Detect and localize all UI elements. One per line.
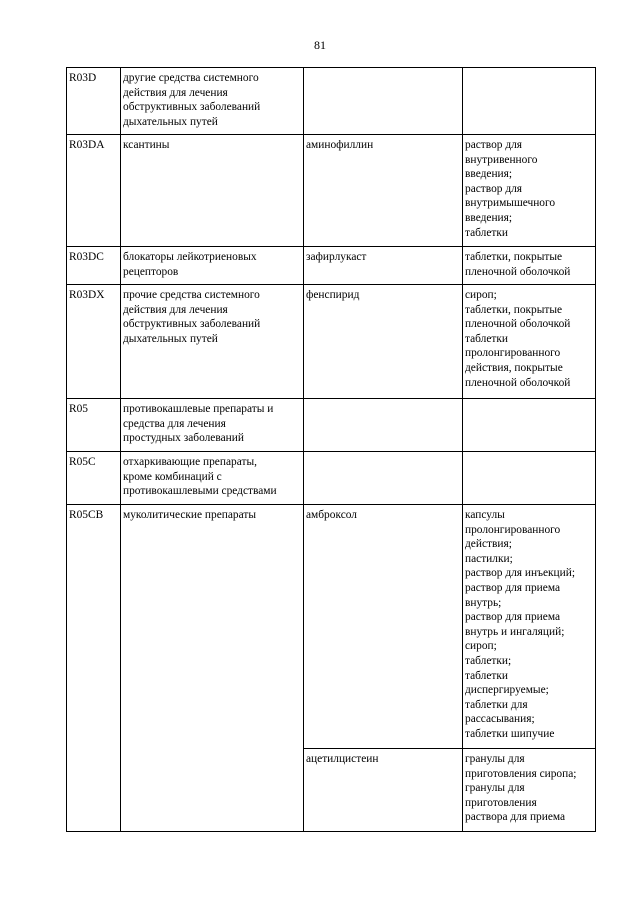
dosage-form-cell bbox=[463, 68, 596, 135]
dosage-form-cell: капсулы пролонгированного действия; пастилки; раствор для инъекций; раствор для приема внутрь; раствор для приема внутрь и ингаляций; сироп; таблетки; таблетки диспергируемые; таблетки для рассасывания; таблетки шипучие bbox=[463, 505, 596, 749]
group-name-cell: другие средства системного действия для лечения обструктивных заболеваний дыхательных путей bbox=[121, 68, 304, 135]
atc-code-cell: R03DX bbox=[67, 285, 121, 399]
group-name-cell: муколитические препараты bbox=[121, 505, 304, 832]
drug-name-cell: зафирлукаст bbox=[304, 247, 463, 285]
group-name-cell: отхаркивающие препараты, кроме комбинаций с противокашлевыми средствами bbox=[121, 452, 304, 505]
table-row bbox=[67, 452, 596, 505]
atc-code-cell: R05CB bbox=[67, 505, 121, 832]
table-row bbox=[67, 68, 596, 135]
drug-name-cell bbox=[304, 399, 463, 452]
drug-name-cell: фенспирид bbox=[304, 285, 463, 399]
table-row bbox=[67, 285, 596, 399]
atc-code-cell: R05 bbox=[67, 399, 121, 452]
table-row bbox=[67, 135, 596, 247]
group-name-cell: ксантины bbox=[121, 135, 304, 247]
group-name-cell: блокаторы лейкотриеновых рецепторов bbox=[121, 247, 304, 285]
drug-classification-table bbox=[66, 67, 596, 832]
atc-code-cell: R03DA bbox=[67, 135, 121, 247]
drug-name-cell: аминофиллин bbox=[304, 135, 463, 247]
table-row bbox=[67, 399, 596, 452]
table-row bbox=[67, 247, 596, 285]
group-name-cell: прочие средства системного действия для лечения обструктивных заболеваний дыхательных путей bbox=[121, 285, 304, 399]
drug-name-cell bbox=[304, 452, 463, 505]
dosage-form-cell: таблетки, покрытые пленочной оболочкой bbox=[463, 247, 596, 285]
drug-name-cell bbox=[304, 68, 463, 135]
drug-name-cell: амброксол bbox=[304, 505, 463, 749]
page-number: 81 bbox=[314, 38, 326, 52]
dosage-form-cell bbox=[463, 452, 596, 505]
atc-code-cell: R05C bbox=[67, 452, 121, 505]
drug-name-cell: ацетилцистеин bbox=[304, 749, 463, 832]
table-row bbox=[67, 505, 596, 749]
dosage-form-cell: гранулы для приготовления сиропа; гранулы для приготовления раствора для приема bbox=[463, 749, 596, 832]
dosage-form-cell: раствор для внутривенного введения; раствор для внутримышечного введения; таблетки bbox=[463, 135, 596, 247]
dosage-form-cell bbox=[463, 399, 596, 452]
dosage-form-cell: сироп; таблетки, покрытые пленочной оболочкой таблетки пролонгированного действия, покрытые пленочной оболочкой bbox=[463, 285, 596, 399]
atc-code-cell: R03D bbox=[67, 68, 121, 135]
atc-code-cell: R03DC bbox=[67, 247, 121, 285]
group-name-cell: противокашлевые препараты и средства для лечения простудных заболеваний bbox=[121, 399, 304, 452]
